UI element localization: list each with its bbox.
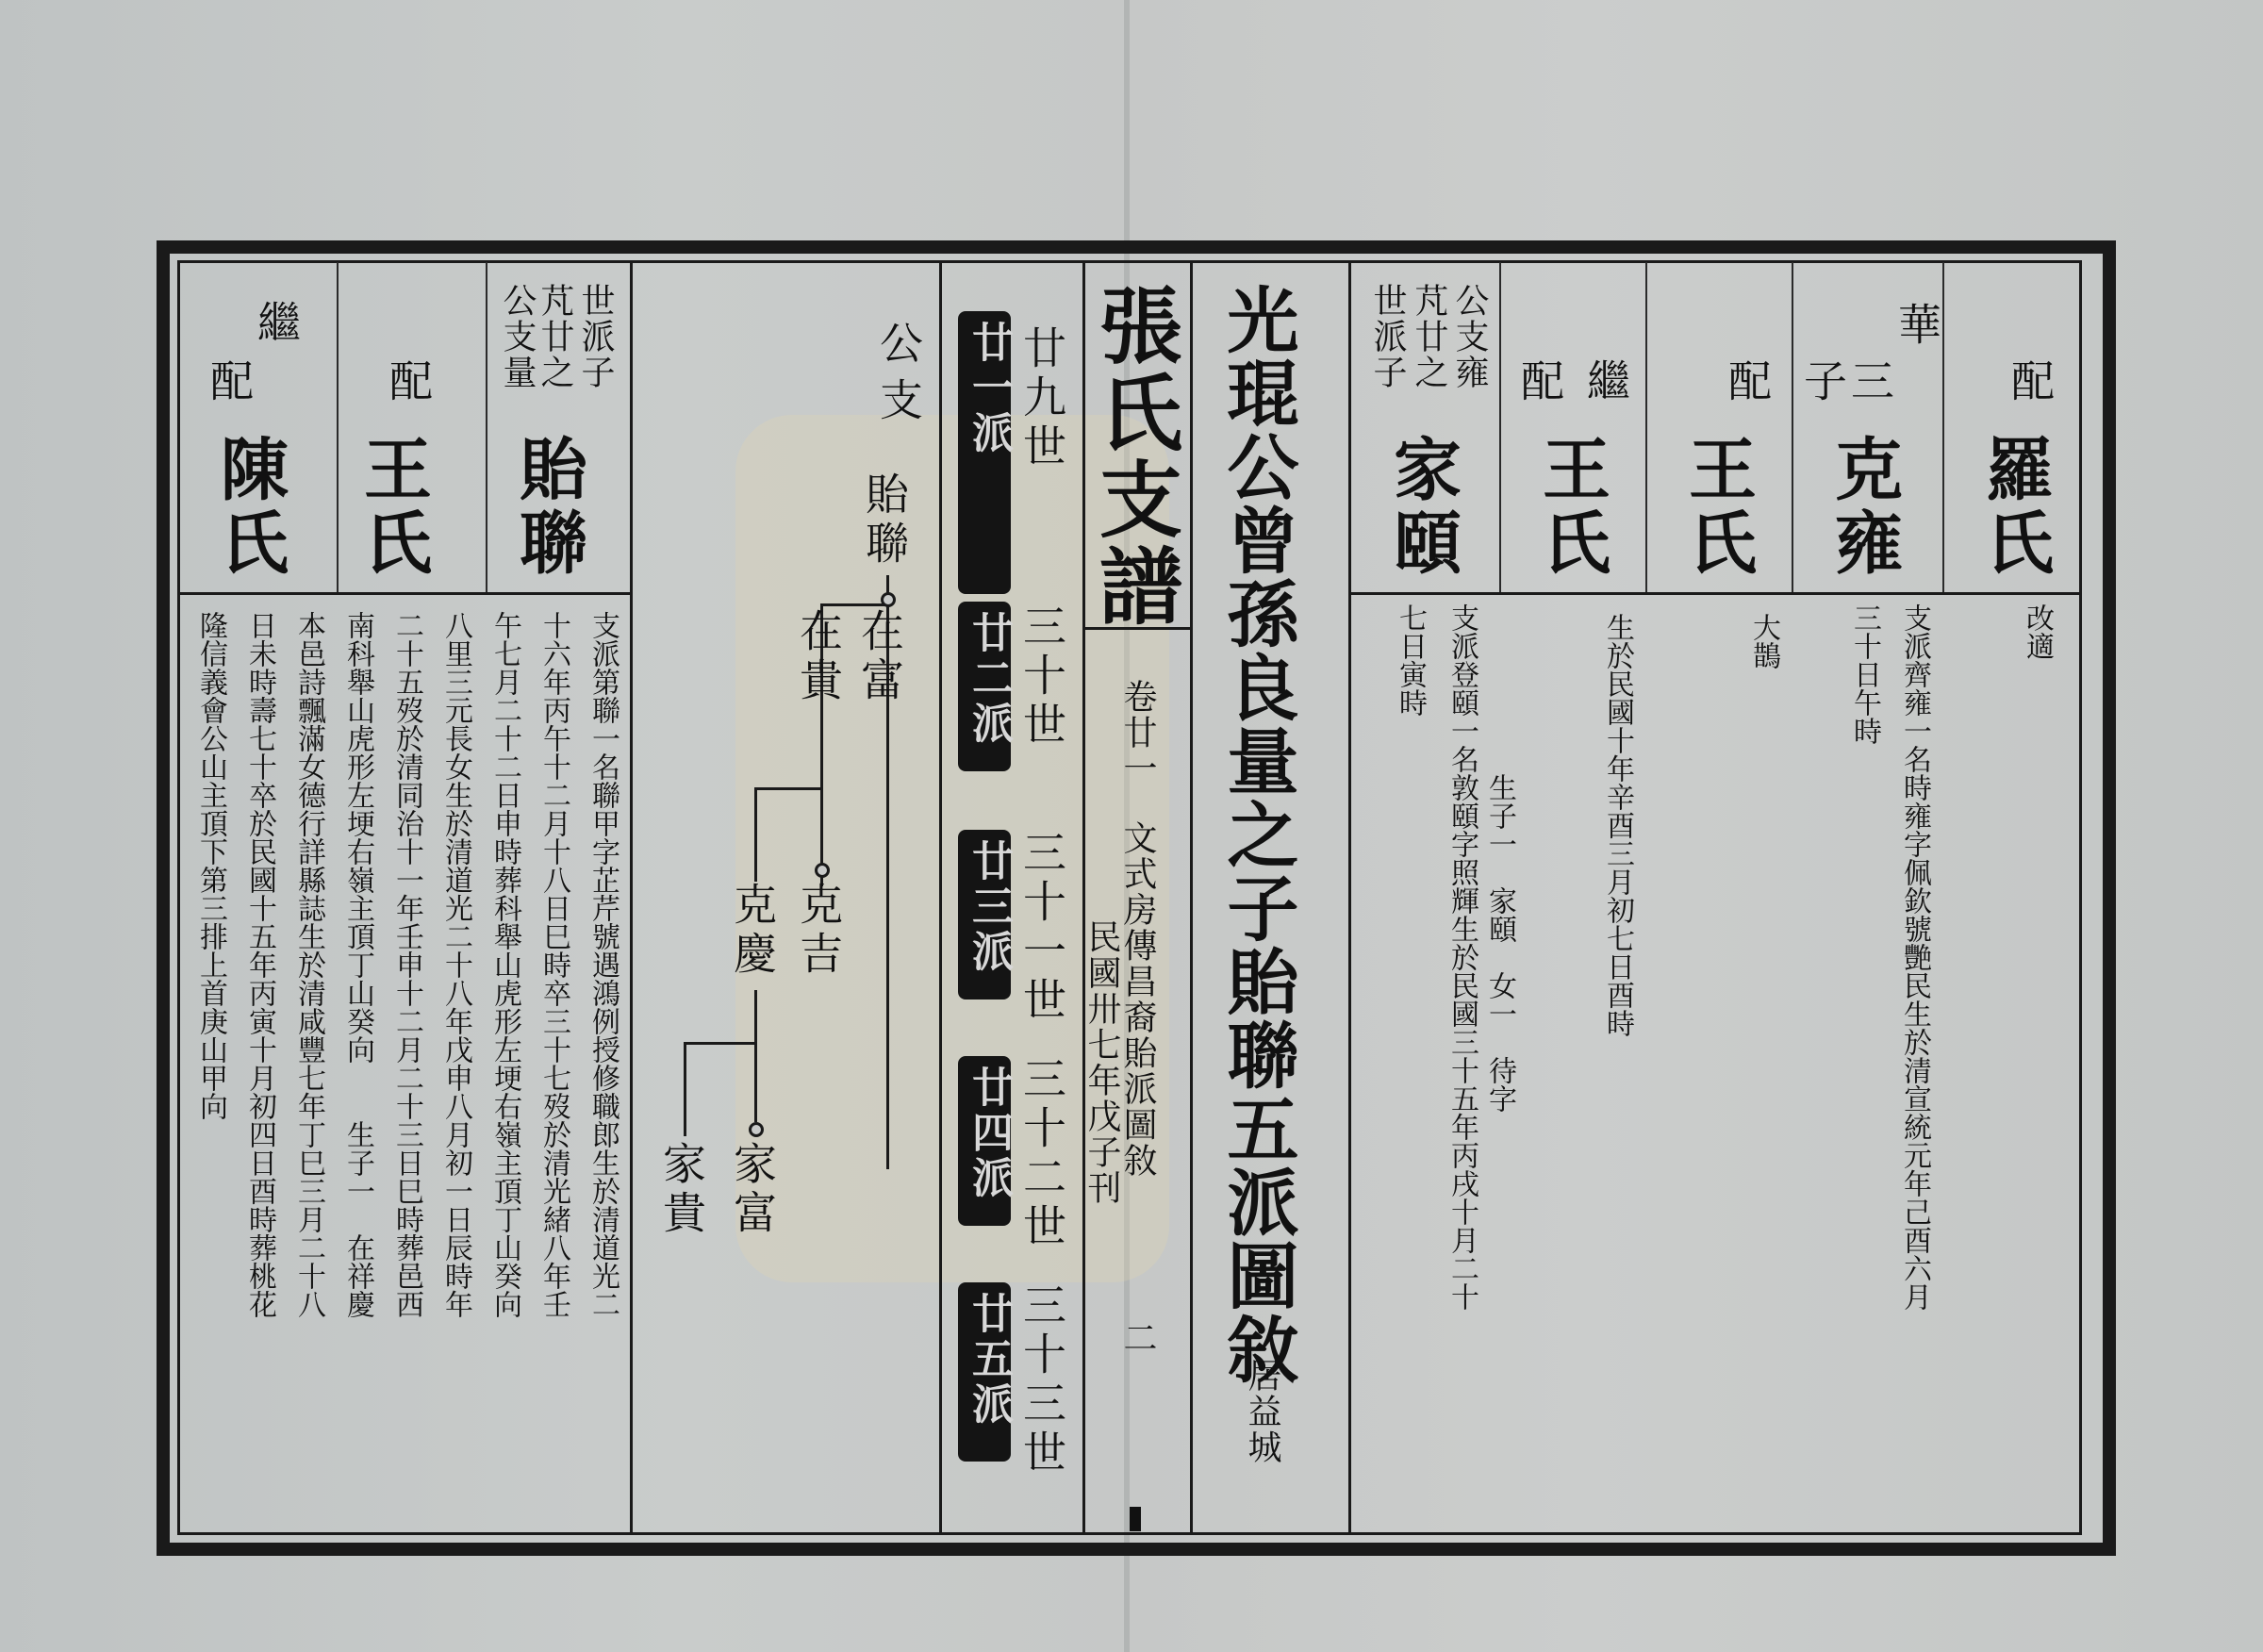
divider	[630, 262, 633, 1535]
tree-node2: 克吉	[793, 882, 844, 980]
pei-label: 配	[1722, 358, 1773, 407]
gen-shi: 三十三世	[1016, 1282, 1067, 1479]
pai-box: 廿二派	[958, 602, 1011, 771]
name-label: 陳氏	[209, 434, 289, 581]
ji-label: 繼	[1580, 358, 1631, 407]
divider	[1942, 262, 1944, 594]
book-title: 張氏支譜	[1086, 283, 1184, 630]
tree-node3: 家富	[727, 1141, 778, 1239]
hua-label: 華	[1891, 302, 1942, 351]
divider	[1645, 262, 1647, 594]
tree-node	[815, 863, 830, 878]
gen-shi: 三十世	[1016, 603, 1067, 751]
pei-label: 配	[1514, 358, 1565, 407]
section-label: 文式房傳昌裔貽派圖敘	[1118, 820, 1157, 1179]
divider	[1348, 592, 2082, 595]
pei-label: 配	[2005, 358, 2056, 407]
zi-label: 子	[1797, 358, 1848, 407]
tree-node	[881, 592, 896, 607]
gen-header: 支	[873, 377, 924, 426]
bio-line: 支派登頤一名敦頤字照輝生於民國三十五年丙戌十月二十	[1445, 603, 1478, 1311]
bio-line: 本邑詩飄滿女德行詳縣誌生於清咸豐七年丁巳三月二十八	[292, 611, 325, 1318]
bio-line: 八里三元長女生於清道光二十八年戊申八月初一日辰時年	[439, 611, 472, 1318]
name-label: 羅氏	[1974, 434, 2055, 581]
page-marker	[1130, 1507, 1141, 1531]
divider	[1082, 262, 1085, 1535]
bio-line: 十六年丙午十二月十八日巳時卒三十七歿於清光緒八年壬	[537, 611, 570, 1318]
header-col: 芃廿之	[1410, 283, 1448, 390]
san-label: 三	[1844, 358, 1895, 407]
pai-box: 廿四派	[958, 1056, 1011, 1226]
note-label: 改適	[2021, 603, 2054, 660]
divider	[1190, 262, 1193, 1535]
bio-line: 日未時壽七十卒於民國十五年丙寅十月初四日酉時葬桃花	[243, 611, 276, 1318]
page-number: 二	[1118, 1320, 1157, 1356]
bio-line: 午七月二十二日申時葬科舉山虎形左埂右嶺主頂丁山癸向	[488, 611, 521, 1318]
bio-line: 隆信義會公山主頂下第三排上首庚山甲向	[194, 611, 227, 1120]
gen-shi: 三十二世	[1016, 1056, 1067, 1252]
header-col: 公支量	[498, 283, 537, 390]
name-label: 貽聯	[508, 434, 588, 581]
bio-line: 支派第聯一名聯甲字芷芹號遇鴻例授修職郎生於清道光二	[586, 611, 619, 1318]
gen-shi: 三十一世	[1016, 830, 1067, 1026]
name-label: 王氏	[353, 434, 433, 581]
name-label: 王氏	[1677, 434, 1758, 581]
ji-label: 繼	[251, 300, 302, 349]
bio-line: 三十日午時	[1848, 603, 1881, 745]
gen-header: 公	[873, 321, 924, 370]
tree-line	[820, 717, 823, 858]
header-col: 世派子	[576, 283, 615, 390]
pai-box: 廿一派	[958, 311, 1011, 594]
tree-line	[754, 787, 820, 790]
bio-line: 二十五歿於清同治十一年壬申十二月二十三日巳時葬邑西	[390, 611, 423, 1318]
page-heading: 光琨公曾孫良量之子貽聯五派圖敘	[1215, 283, 1299, 1386]
gen-shi: 廿九世	[1016, 325, 1067, 472]
place-label: 居益城	[1243, 1358, 1281, 1465]
tree-line	[684, 1042, 754, 1045]
tree-line	[754, 787, 757, 882]
tree-line	[820, 603, 888, 606]
divider	[177, 592, 630, 595]
tree-line	[684, 1042, 686, 1136]
divider	[1348, 262, 1351, 1535]
name-label: 家頤	[1382, 434, 1462, 581]
tree-node	[749, 1122, 764, 1137]
pei-label: 配	[383, 358, 434, 407]
tree-node2b: 克慶	[727, 882, 778, 980]
divider	[1499, 262, 1501, 594]
name-label: 王氏	[1531, 434, 1611, 581]
volume-label: 卷廿一	[1118, 679, 1157, 786]
header-col: 芃廿之	[536, 283, 574, 390]
header-col: 世派子	[1368, 283, 1407, 390]
name-label: 克雍	[1824, 434, 1904, 581]
pei-label: 配	[204, 358, 255, 407]
divider	[1792, 262, 1793, 594]
bio-line: 南科舉山虎形左埂右嶺主頂丁山癸向 生子一 在祥慶	[341, 611, 374, 1318]
pai-box: 廿五派	[958, 1282, 1011, 1462]
tree-root: 貽聯	[859, 471, 910, 570]
tree-node3b: 家貴	[656, 1141, 707, 1239]
bio-line: 七日寅時	[1394, 603, 1427, 717]
divider	[337, 262, 339, 594]
header-col: 公支雍	[1450, 283, 1489, 390]
date-label: 民國卅七年戊子刊	[1082, 919, 1121, 1206]
bio-line: 生子一 家頤 女一 待字	[1483, 773, 1516, 1113]
tree-node1b: 在貴	[793, 608, 844, 706]
divider	[939, 262, 942, 1535]
bio-line: 支派齊雍一名時雍字佩欽號艷民生於清宣統元年己酉六月	[1898, 603, 1931, 1311]
note-label: 大鵲	[1747, 613, 1780, 669]
tree-line	[754, 990, 757, 1122]
pai-box: 廿三派	[958, 830, 1011, 999]
tree-node1: 在富	[854, 608, 905, 706]
divider	[486, 262, 487, 594]
bio-line: 生於民國十年辛酉三月初七日酉時	[1601, 613, 1634, 1037]
